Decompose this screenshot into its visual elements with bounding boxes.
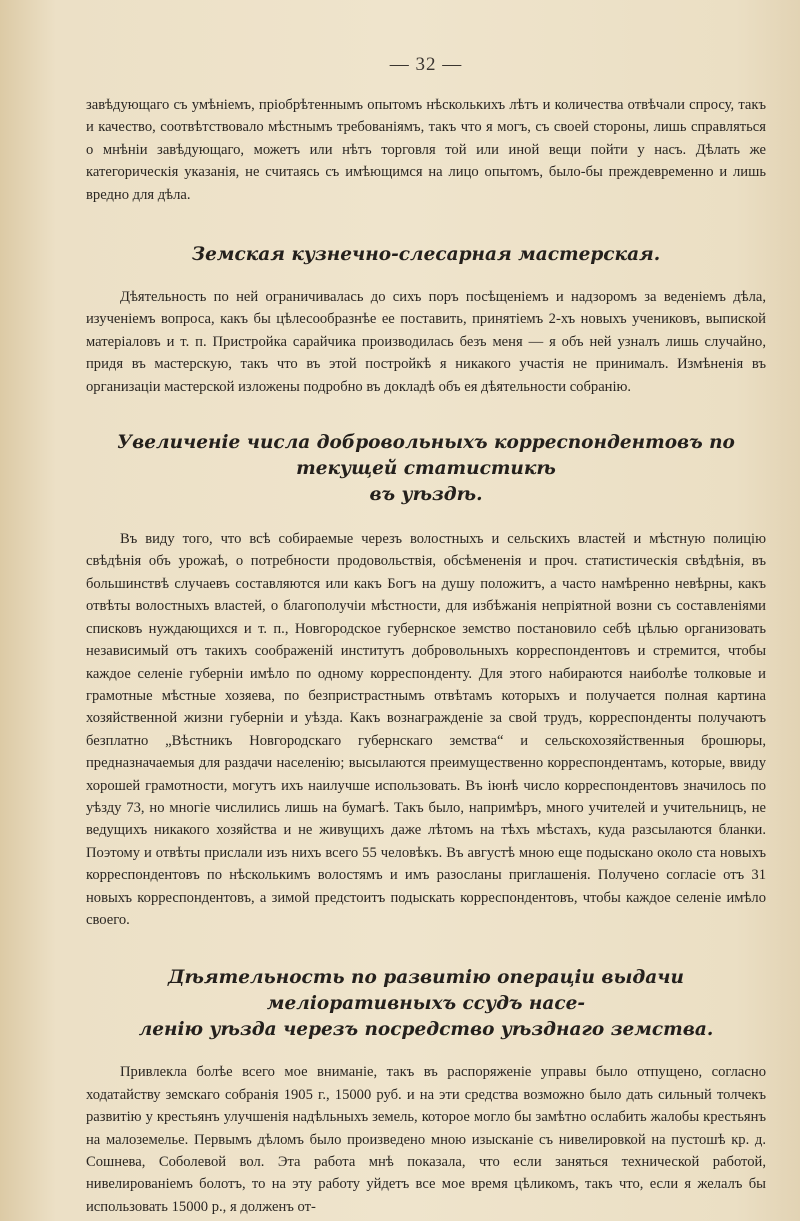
heading-line: въ уѣздѣ. — [369, 484, 483, 506]
section-paragraph-workshop: Дѣятельность по ней ограничивалась до сихъ поръ посѣщеніемъ и надзоромъ за веденіемъ дѣла, изученіемъ вопроса, какъ бы цѣлесообразнѣе ее поставить, принятіемъ 2-хъ новыхъ учениковъ, выпиской матеріаловъ и т. п. Пристройка сарайчика производилась безъ меня — я объ ней узналъ лишь случайно, придя въ мастерскую, такъ что въ этой постройкѣ я никакого участія не принималъ. Измѣненія въ организаціи мастерской изложены подробно въ докладѣ объ ея дѣятельности собранію. — [86, 289, 766, 395]
heading-line: Увеличеніе числа добровольныхъ корреспондентовъ по текущей статистикѣ — [117, 432, 735, 480]
heading-line: Земская кузнечно-слесарная мастерская. — [191, 244, 661, 266]
section-heading-workshop — [86, 242, 766, 268]
intro-paragraph: завѣдующаго съ умѣніемъ, пріобрѣтеннымъ опытомъ нѣсколькихъ лѣтъ и количества отвѣчали спросу, такъ и качество, соотвѣтствовало мѣстнымъ требованіямъ, такъ что я могъ, съ своей стороны, лишь справляться о мнѣніи завѣдующаго, можетъ или нѣтъ торговля той или иной вещи пойти у насъ. Дѣлать же категорическія указанія, не считаясь съ имѣющимся на лицо опытомъ, было-бы преждевременно и лишь вредно для дѣла. — [86, 97, 766, 203]
heading-line: ленію уѣзда черезъ посредство уѣзднаго земства. — [138, 1019, 714, 1041]
section-heading-loans — [86, 965, 766, 1043]
section-paragraph-correspondents: Въ виду того, что всѣ собираемые черезъ волостныхъ и сельскихъ властей и мѣстную полицію свѣдѣнія объ урожаѣ, о потребности продовольствія, обсѣмененія и проч. статистическія свѣдѣнія, въ большинствѣ случаевъ составляются или какъ Богъ на душу положитъ, а часто намѣренно невѣрны, какъ отвѣты волостныхъ властей, о благополучіи мѣстности, для избѣжанія непріятной возни съ составленіями списковъ нуждающихся и т. п., Новгородское губернское земство постановило себѣ цѣлью организовать независимый отъ такихъ соображеній институтъ добровольныхъ корреспондентовъ и стремится, чтобы каждое селеніе губерніи имѣло по одному корреспонденту. Для этого набираются наиболѣе толковые и грамотные мѣстные хозяева, по безпристрастнымъ отвѣтамъ которыхъ и получается полная картина хозяйственной жизни губерніи и уѣзда. Какъ вознагражденіе за свой трудъ, корреспонденты получаютъ безплатно „Вѣстникъ Новгородскаго губернскаго земства“ и сельскохозяйственныя брошюры, предназначаемыя для раздачи населенію; высылаются преимущественно корреспондентамъ, которые, ввиду хорошей грамотности, могутъ ихъ наилучше использовать. Въ іюнѣ число корреспондентовъ значилось по уѣзду 73, но многіе числились лишь на бумагѣ. Такъ было, напримѣръ, много учителей и учительницъ, не ведущихъ никакого хозяйства и не живущихъ даже лѣтомъ на тѣхъ мѣстахъ, куда разсылаются бланки. Поэтому и отвѣты прислали изъ нихъ всего 55 человѣкъ. Въ августѣ мною еще подыскано около ста новыхъ корреспондентовъ по нѣсколькимъ волостямъ и имъ разосланы приглашенія. Получено согласіе отъ 31 новыхъ корреспондентовъ, а зимой предстоитъ подыскать корреспондентовъ, чтобы каждое селеніе имѣло своего. — [86, 531, 766, 928]
section-paragraph-loans: Привлекла болѣе всего мое вниманіе, такъ въ распоряженіе управы было отпущено, согласно ходатайству земскаго собранія 1905 г., 15000 руб. и на эти средства возможно было дать сильный толчекъ развитію у крестьянъ улучшенія надѣльныхъ земель, которое могло бы замѣтно ослабить жалобы крестьянъ на малоземелье. Первымъ дѣломъ было произведено мною изысканіе съ нивелировкой на пустошѣ кр. д. Сошнева, Соболевой вол. Эта работа мнѣ показала, что если заняться технической работой, нивелированіемъ болотъ, то на эту работу уйдетъ все мое время цѣликомъ, такъ что, если я желалъ бы использовать 15000 р., я долженъ от- — [86, 1064, 766, 1215]
section-heading-correspondents — [86, 430, 766, 508]
heading-line: Дѣятельность по развитію операціи выдачи меліоративныхъ ссудъ насе- — [168, 967, 684, 1015]
page-number: — 32 — — [389, 54, 463, 75]
